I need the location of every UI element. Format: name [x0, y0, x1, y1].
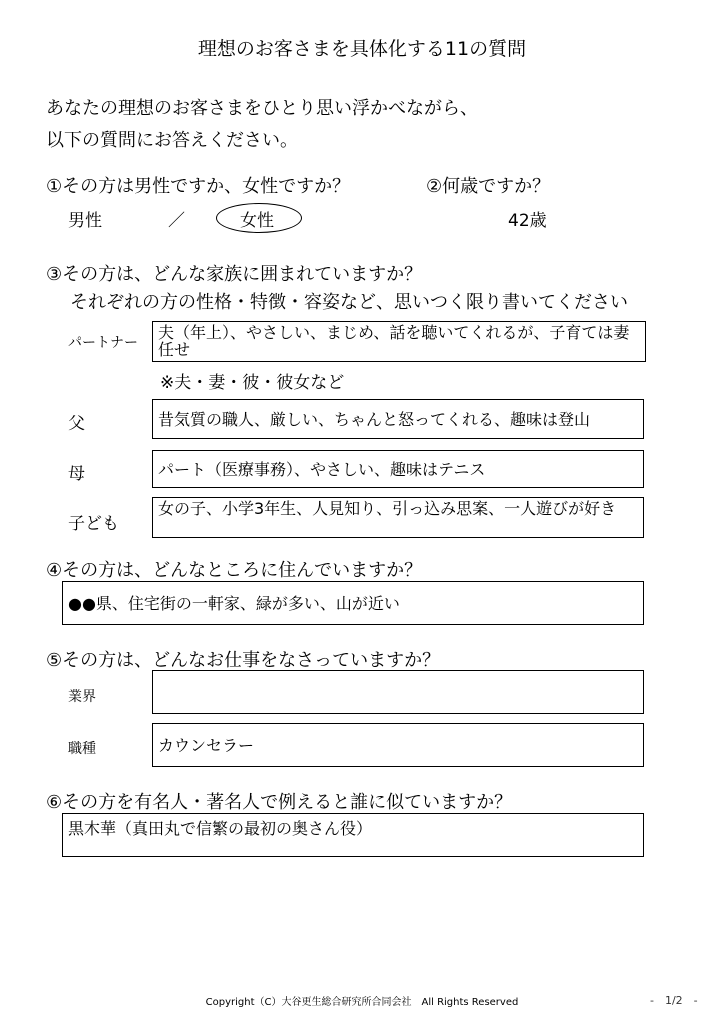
option-female[interactable]: 女性 [240, 211, 274, 231]
industry-label: 業界 [68, 689, 96, 705]
question-3: ③その方は、どんな家族に囲まれていますか？ [46, 264, 423, 285]
age-answer[interactable]: 42歳 [508, 211, 547, 231]
industry-answer-box[interactable] [152, 670, 644, 714]
option-separator: ／ [168, 211, 185, 231]
residence-answer-box[interactable]: ●●県、住宅街の一軒家、緑が多い、山が近い [62, 581, 644, 625]
question-6: ⑥その方を有名人・著名人で例えると誰に似ていますか？ [46, 792, 513, 813]
question-5: ⑤その方は、どんなお仕事をなさっていますか？ [46, 650, 441, 671]
question-2: ②何歳ですか？ [426, 176, 551, 197]
intro-line-1: あなたの理想のお客さまをひとり思い浮かべながら、 [46, 98, 478, 119]
page-title: 理想のお客さまを具体化する11の質問 [197, 38, 527, 60]
partner-note: ※夫・妻・彼・彼女など [160, 373, 345, 393]
mother-answer-box[interactable]: パート（医療事務）、やさしい、趣味はテニス [152, 450, 644, 488]
copyright: Copyright（C）大谷更生総合研究所合同会社 All Rights Reserved [205, 997, 519, 1008]
child-label: 子ども [68, 514, 119, 534]
option-male[interactable]: 男性 [68, 211, 102, 231]
mother-label: 母 [68, 464, 85, 484]
question-1: ①その方は男性ですか、女性ですか？ [46, 176, 351, 197]
job-label: 職種 [68, 741, 96, 757]
page-number: - 1/2 - [650, 994, 698, 1007]
job-answer-box[interactable]: カウンセラー [152, 723, 644, 767]
child-answer-box[interactable]: 女の子、小学3年生、人見知り、引っ込み思案、一人遊びが好き [152, 497, 644, 538]
father-label: 父 [68, 414, 85, 434]
partner-label: パートナー [68, 335, 138, 351]
father-answer-box[interactable]: 昔気質の職人、厳しい、ちゃんと怒ってくれる、趣味は登山 [152, 399, 644, 439]
question-3-subtext: それぞれの方の性格・特徴・容姿など、思いつく限り書いてください [70, 292, 628, 313]
celebrity-answer-box[interactable]: 黒木華（真田丸で信繁の最初の奥さん役） [62, 813, 644, 857]
partner-answer-box[interactable]: 夫（年上）、やさしい、まじめ、話を聴いてくれるが、子育ては妻任せ [152, 321, 646, 362]
intro-line-2: 以下の質問にお答えください。 [46, 130, 298, 151]
question-4: ④その方は、どんなところに住んでいますか？ [46, 560, 423, 581]
